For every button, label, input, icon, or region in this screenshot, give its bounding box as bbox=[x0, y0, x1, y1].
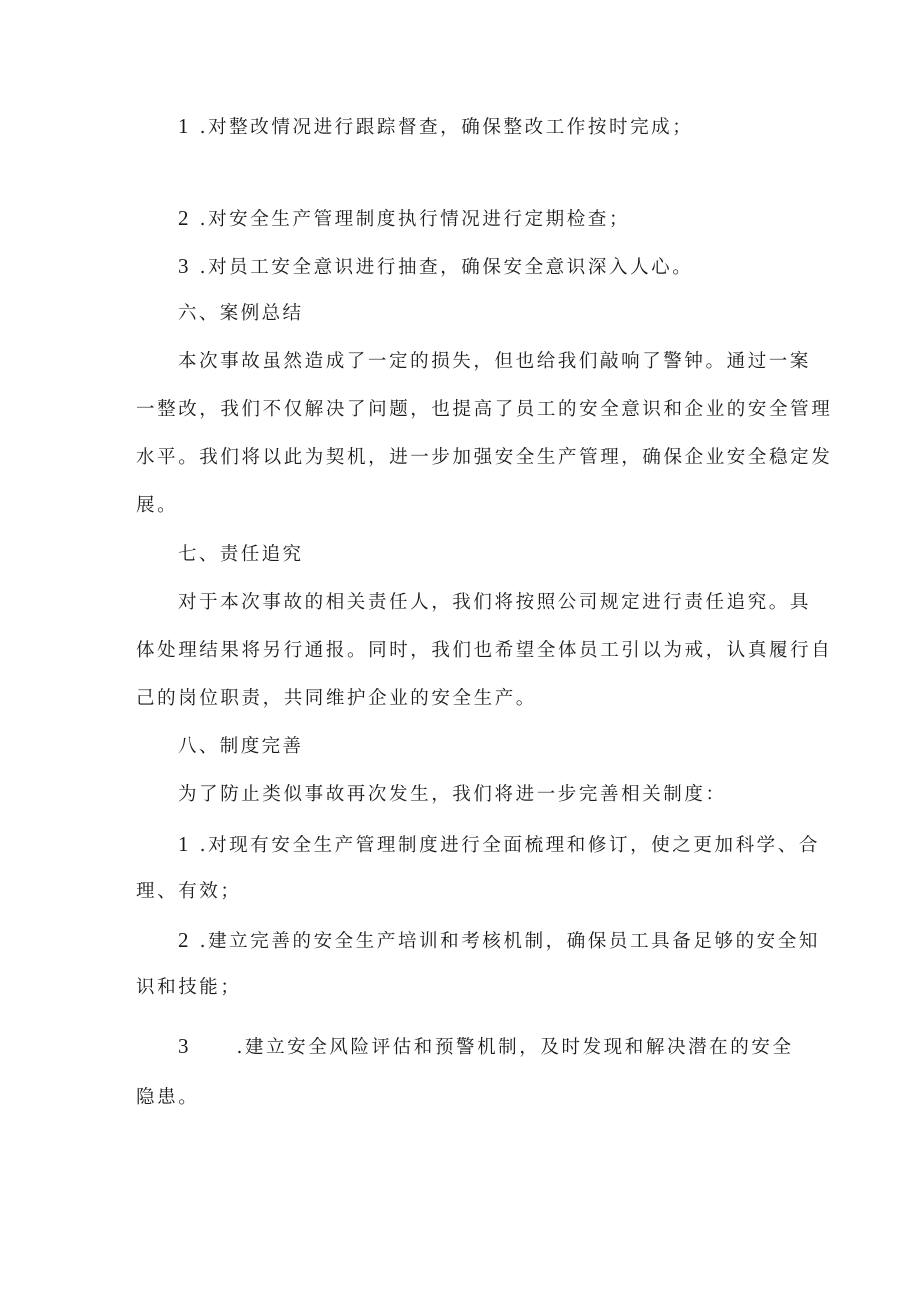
item-number: 3 bbox=[178, 1034, 192, 1058]
section-intro: 为了防止类似事故再次发生，我们将进一步完善相关制度： bbox=[178, 784, 727, 805]
section-heading-system-improvement: 八、制度完善 bbox=[178, 736, 304, 757]
item-text: .对现有安全生产管理制度进行全面梳理和修订，使之更加科学、合 bbox=[199, 835, 820, 856]
paragraph-line: 水平。我们将以此为契机，进一步加强安全生产管理，确保企业安全稳定发 bbox=[136, 447, 833, 468]
item-text: .对整改情况进行跟踪督查，确保整改工作按时完成； bbox=[199, 117, 694, 138]
paragraph-line: 己的岗位职责，共同维护企业的安全生产。 bbox=[136, 688, 537, 709]
item-text: .建立完善的安全生产培训和考核机制，确保员工具备足够的安全知 bbox=[199, 931, 820, 952]
item-number: 1 bbox=[178, 832, 192, 856]
item-number: 1 bbox=[178, 114, 192, 138]
item-continuation: 识和技能； bbox=[136, 977, 242, 998]
section-heading-accountability: 七、责任追究 bbox=[178, 544, 304, 565]
item-continuation: 理、有效； bbox=[136, 881, 242, 902]
item-text: .建立安全风险评估和预警机制，及时发现和解决潜在的安全 bbox=[236, 1037, 794, 1058]
improvement-item-1 bbox=[178, 832, 820, 858]
item-number: 2 bbox=[178, 206, 192, 230]
paragraph-line: 展。 bbox=[136, 495, 179, 516]
inspection-item-3 bbox=[178, 254, 693, 280]
item-text: .对员工安全意识进行抽查，确保安全意识深入人心。 bbox=[199, 257, 694, 278]
item-number: 2 bbox=[178, 928, 192, 952]
improvement-item-2 bbox=[178, 928, 820, 954]
inspection-item-2 bbox=[178, 206, 630, 232]
paragraph-line: 体处理结果将另行通报。同时，我们也希望全体员工引以为戒，认真履行自 bbox=[136, 640, 833, 661]
section-heading-case-summary: 六、案例总结 bbox=[178, 303, 304, 324]
item-continuation: 隐患。 bbox=[136, 1087, 200, 1108]
paragraph-line: 对于本次事故的相关责任人，我们将按照公司规定进行责任追究。具 bbox=[178, 592, 812, 613]
item-text: .对安全生产管理制度执行情况进行定期检查； bbox=[199, 209, 631, 230]
inspection-item-1 bbox=[178, 114, 693, 140]
improvement-item-3 bbox=[178, 1034, 794, 1060]
paragraph-line: 本次事故虽然造成了一定的损失，但也给我们敲响了警钟。通过一案 bbox=[178, 351, 812, 372]
item-number: 3 bbox=[178, 254, 192, 278]
paragraph-line: 一整改，我们不仅解决了问题，也提高了员工的安全意识和企业的安全管理 bbox=[136, 399, 833, 420]
